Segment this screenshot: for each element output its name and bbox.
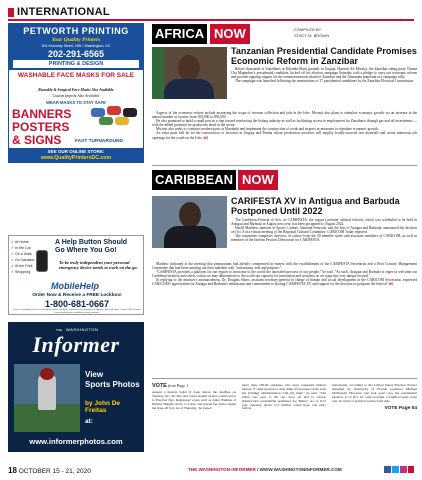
- order-offer: Order Now & Receive a FREE Lockbox!: [32, 293, 122, 298]
- masthead-the: THE: [56, 328, 62, 332]
- custom-imprint: Custom Imprint Also Available: [52, 94, 100, 98]
- caribbean-p5: "CARIFESTA provides a platform for our region to showcase to the world the unrivaled prowess of our people," he said. "As such, Antigua and Barbuda is eager to welcome our Caribbean brothers and sisters so that we may demonstrate to the world our capacity for innovation and creativity as we stage this very unique festival.": [152, 270, 417, 279]
- caribbean-p4: Matthew indicated at the meeting that preparations had already commenced in earnest with the establishment of the CARIFESTA Secretariat and a Host Country Management Committee that had been carrying out their mandate with "enthusiasm, zeal and purpose.": [152, 262, 417, 271]
- mask-sample-black: [123, 108, 137, 117]
- check-icon: ✔: [11, 270, 15, 274]
- mobilehelp-logo: MobileHelp: [51, 281, 100, 291]
- africa-p4: He also promised to build a small port as a step toward reinforcing the fishing industry as well as facilitating access to employment for Zanzibaris through gas and oil investments — with the added potential for productive deals in the sector.: [152, 119, 417, 128]
- phone: 202-291-6565: [47, 49, 105, 59]
- africa-p6: An extra push will be for the construction of factories in Unguja and Pemba whose production activities will employ locally-sourced raw materials and create numerous job openings for the youth on the Isles. WI: [152, 131, 417, 140]
- section-divider: [152, 165, 417, 166]
- mask-sample-red: [107, 106, 121, 115]
- compiled-by: COMPILED BY: [294, 27, 322, 32]
- footer-page-date: [8, 466, 91, 475]
- candidate-bg-green: [152, 47, 164, 99]
- posters-text: POSTERS: [12, 120, 70, 134]
- masks-title: WASHABLE FACE MASKS FOR SALE: [17, 72, 135, 79]
- help-body: To be truly independent your personal emergency device needs to work on the go.: [59, 260, 138, 271]
- fast-turnaround: FAST TURNAROUND: [75, 139, 123, 144]
- masks-subtitle: Reusable & Surgical Face Masks Also Available: [38, 88, 114, 92]
- africa-body: [231, 67, 417, 83]
- footer: [8, 466, 414, 476]
- caribbean-now-label: NOW: [238, 170, 278, 190]
- sports-photo: [14, 364, 80, 432]
- banners-text: BANNERS: [12, 107, 72, 121]
- candidate-suit: [164, 79, 214, 99]
- africa-body-wide: [152, 111, 417, 140]
- services-banner: PRINTING & DESIGN: [13, 60, 139, 68]
- candidate-face: [178, 55, 200, 81]
- disclaimer: Service availability and accessibility/security on the AT&T network is not available everywhere and at all times. Current GPS location may not always be available in every situation.: [13, 309, 141, 314]
- photographer: by John De Freitas: [85, 400, 121, 414]
- help-headline: A Help Button Should Go Where You Go!: [55, 239, 128, 254]
- social-icons: [384, 466, 414, 474]
- ad-petworth-printing[interactable]: [8, 23, 144, 163]
- mask-sample-green: [99, 117, 113, 125]
- now-label: NOW: [210, 24, 250, 44]
- africa-p5: Mwinyi also seeks to construct modern ports at Maruhubi and implement the construction of roads and airports as measures to stimulate economic growth.: [156, 127, 379, 132]
- africa-p1: Before thousands of Zanzibaris at Kibanda Maiti grounds in Unguja, Hussein Ali Mwinyi, the Zanzibar ruling party Chama Cha Mapinduzi's presidential candidate, kicked off his election campaign Saturday with a pledge to carry out economic reform and provide ongoing support for the semiautonomous island of Zanzibar and the Tanzanian mainland at a campaign rally.: [231, 67, 417, 80]
- caribbean-label: CARIBBEAN: [152, 170, 236, 190]
- africa-headline: Tanzanian Presidential Candidate Promises Economic Reform in Zanzibar: [231, 46, 417, 66]
- caribbean-headline: CARIFESTA XV in Antigua and Barbuda Postponed Until 2022: [231, 196, 400, 216]
- caribbean-body-wide: [152, 262, 417, 287]
- masthead-informer: Informer: [32, 332, 120, 357]
- vote-text-2: more than 236,00 residents who have requested mail-in ballots. "I came up here to drop mine off because I don't trust the [Trump] administration with my mail," he said. "The ballot was easy to fill out, drop off and to choose [Democratic presidential nominee] Joe Biden." As of 6:15 p.m. Tuesday, about 11.5 million voters have cast early ballots: [242, 383, 326, 411]
- africa-now-banner: [152, 24, 282, 44]
- vote-col-1: [152, 384, 236, 410]
- sports-photos-label: Sports Photos: [85, 380, 140, 389]
- vote-col-2: [242, 384, 326, 411]
- vote-text-3: nationwide, according to the United States Election Project managed by University of Florida professor Michael McDonald. However, just four years ago, the presidential election, as of Oct. 16, only recorded 1.4 million early votes cast. In terms of political parties from nine: [332, 383, 417, 403]
- issue-date: OCTOBER 15 - 21, 2020: [18, 468, 91, 475]
- caribbean-p6: In replying to the minister's announcement, Dr. Douglas Slater, assistant secretary-general in charge of human and social development at the CARICOM Secretariat, expressed CARICOM's appreciation for Antigua and Barbuda's enthusiasm and commitment to hosting CARIFESTA XV and support for the decision to postpone the festival. WI: [152, 278, 417, 287]
- caribbean-p1: The Caribbean Festival of Arts, or CARIFESTA, the region's premier cultural festival, which was scheduled to be held in Antigua and Barbuda in August next year, has been postponed to August 2022.: [231, 218, 417, 227]
- page-number: 18: [8, 466, 17, 475]
- company-name: PETWORTH PRINTING: [23, 26, 129, 36]
- minister-face: [179, 202, 201, 228]
- vote-jump-head: VOTE from Page 1: [152, 383, 189, 389]
- caribbean-now-banner: [152, 170, 352, 190]
- vote-divider: [152, 378, 417, 379]
- caribbean-p2: Daryll Matthew, minister of Sports, Culture, National Festivals, and the Arts of Antigua and Barbuda, announced the decision on Oct. 8 at a virtual meeting of the Regional Cultural Committee, CARICOM Today reported.: [231, 226, 417, 235]
- africa-label: AFRICA: [152, 24, 207, 44]
- minister-photo: [152, 196, 227, 248]
- check-icon: ✔: [11, 246, 15, 250]
- wi-mark: WI: [203, 135, 208, 140]
- africa-p3: Aspects of the economic reform include increasing the scope of revenue collection and jobs in the Isles. Mwinyi also plans to stimulate economic growth via an increase in the annual number of tourists from 500,000 to 850,000.: [152, 111, 417, 120]
- online-store-label: SEE OUR ONLINE STORE:: [47, 149, 105, 154]
- candidate-photo: [152, 47, 227, 99]
- minister-suit: [164, 226, 216, 248]
- footer-site[interactable]: WWW.WASHINGTONINFORMER.COM: [259, 467, 342, 472]
- twitter-icon[interactable]: [392, 466, 399, 473]
- mask-samples-image: [91, 106, 139, 126]
- photo-player-helmet: [40, 368, 54, 380]
- vote-jump-to[interactable]: VOTE Page 54: [384, 405, 417, 411]
- section-title: INTERNATIONAL: [17, 6, 110, 18]
- checklist-item: ✔ At Home ✔ In the Car ✔ On a Walk ✔ On Vacation ✔ At the Park ✔ Shopping: [11, 240, 35, 274]
- compiled-author: STACY M. BROWN: [294, 33, 329, 38]
- masthead-washington: WASHINGTON: [66, 327, 99, 332]
- instagram-icon[interactable]: [400, 466, 407, 473]
- africa-p2: The campaign was launched following the nominations of 17 presidential candidates by the Zanzibar Electoral Commission.: [235, 79, 415, 84]
- caribbean-body: [231, 218, 417, 243]
- view-label: View: [85, 370, 104, 379]
- device-image: [36, 250, 48, 272]
- footer-sep: /: [257, 467, 259, 472]
- check-icon: ✔: [11, 264, 15, 268]
- address: 301 Kennedy Street, NW • Washington, DC: [41, 44, 111, 48]
- wear-masks: WEAR MASKS TO STAY SAFE: [46, 100, 106, 105]
- mobilehelp-phone[interactable]: 1-800-681-0667: [44, 299, 110, 309]
- facebook-icon[interactable]: [384, 466, 391, 473]
- at-label: at:: [85, 418, 93, 425]
- check-icon: ✔: [11, 252, 15, 256]
- footer-masthead: [188, 467, 342, 472]
- youtube-icon[interactable]: [408, 466, 414, 473]
- vote-col-3: [332, 384, 417, 410]
- paper-name: THE WASHINGTON INFORMER: [188, 467, 256, 472]
- website-link[interactable]: www.QualityPrintersDC.com: [40, 155, 112, 161]
- check-icon: ✔: [11, 240, 15, 244]
- wi-mark: WI: [388, 282, 393, 287]
- check-icon: ✔: [11, 258, 15, 262]
- signs-text: & SIGNS: [12, 133, 62, 147]
- header-rule: [8, 19, 414, 21]
- informer-photos-url[interactable]: www.informerphotos.com: [29, 437, 123, 446]
- vote-text-1: request a mail-in ballot if done before the deadline on Tuesday, Oct. 20. She said voters should receive a ballot prior to Election Day. Registered voters such as Anita Watkins of District Heights drove to Largo and placed her ballot inside the drop-off box. As of Thursday, 'he joined: [152, 389, 236, 410]
- section-header: [8, 6, 414, 18]
- ad-mobilehelp[interactable]: [8, 235, 144, 315]
- section-marker: [8, 8, 14, 17]
- mask-sample-gold: [115, 117, 129, 125]
- ad-informer-photos[interactable]: [8, 322, 144, 452]
- mask-sample-blue: [91, 108, 105, 117]
- caribbean-p3: The committee comprises directors of culture from the 20 member states and associate members of CARICOM, as well as members of the Interim Festival Directorate for CARIFESTA.: [231, 234, 417, 243]
- tagline: Your Quality Printers: [51, 37, 101, 43]
